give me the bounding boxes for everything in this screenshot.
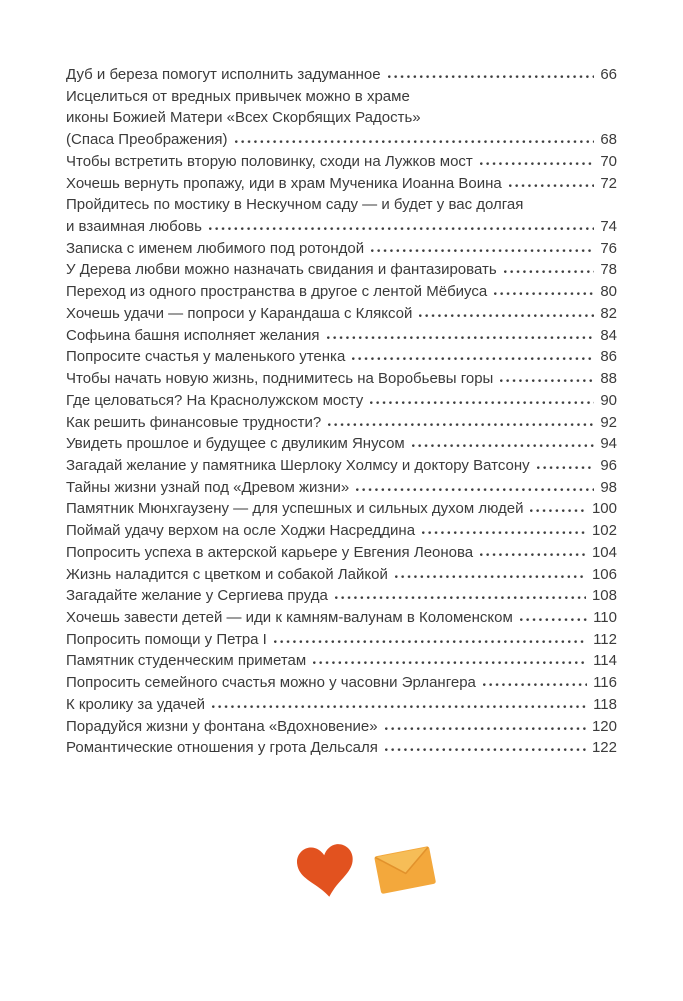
toc-entry-title: Чтобы встретить вторую половинку, сходи на Лужков мост <box>66 152 473 170</box>
toc-entry-line <box>66 390 617 412</box>
dot-leader <box>352 352 594 361</box>
toc-entry-title: (Спаса Преображения) <box>66 131 228 149</box>
toc-entry-title: Исцелиться от вредных привычек можно в храме <box>66 87 410 105</box>
dot-leader <box>385 743 586 752</box>
toc-entry-title: Хочешь удачи — попроси у Карандаша с Кляксой <box>66 304 413 322</box>
toc-entry-line <box>66 303 617 325</box>
toc-entry-title: Софьина башня исполняет желания <box>66 326 320 344</box>
toc-page-number: 114 <box>593 652 617 670</box>
envelope-icon <box>372 842 439 902</box>
toc-entry-title: и взаимная любовь <box>66 218 202 236</box>
toc-entry-line <box>66 585 617 607</box>
dot-leader <box>395 570 586 579</box>
toc-entry-line <box>66 412 617 434</box>
toc-entry-line <box>66 498 617 520</box>
toc-page-number: 66 <box>600 66 617 83</box>
toc-page-number: 78 <box>600 261 617 279</box>
toc-page-number: 104 <box>591 543 617 561</box>
toc-entry-title: Попросить помощи у Петра I <box>66 630 267 648</box>
dot-leader <box>328 418 594 427</box>
toc-list <box>66 64 617 759</box>
dot-leader <box>530 504 585 513</box>
toc-page-number: 120 <box>591 717 617 735</box>
dot-leader <box>335 591 586 600</box>
dot-leader <box>412 439 595 448</box>
toc-entry-line <box>66 455 617 477</box>
toc-page-number: 88 <box>600 370 617 388</box>
toc-page-number: 118 <box>593 695 617 713</box>
toc-entry-title: Попросить семейного счастья можно у часовни Эрлангера <box>66 674 476 692</box>
toc-entry-title: Дуб и береза помогут исполнить задуманное <box>66 66 381 83</box>
toc-entry-line <box>66 238 617 260</box>
toc-entry-title: Хочешь вернуть пропажу, иди в храм Мученика Иоанна Воина <box>66 174 502 192</box>
toc-page-number: 68 <box>600 131 617 149</box>
toc-entry-title: Попросить успеха в актерской карьере у Евгения Леонова <box>66 543 474 561</box>
toc-entry-line <box>66 216 617 238</box>
toc-page-number: 96 <box>600 456 617 474</box>
dot-leader <box>356 483 594 492</box>
toc-entry-title: Поймай удачу верхом на осле Ходжи Насреддина <box>66 522 416 540</box>
dot-leader <box>509 179 595 188</box>
toc-page-number: 80 <box>600 283 617 301</box>
toc-page-number: 94 <box>600 435 617 453</box>
toc-entry-line <box>66 346 617 368</box>
toc-entry-line <box>66 737 617 759</box>
toc-entry-title: Порадуйся жизни у фонтана «Вдохновение» <box>66 717 378 735</box>
toc-entry-title: Переход из одного пространства в другое с лентой Мёбиуса <box>66 283 488 301</box>
toc-entry-line <box>66 151 617 173</box>
dot-leader <box>370 396 594 405</box>
dot-leader <box>480 548 586 557</box>
toc-page-number: 110 <box>593 608 617 626</box>
toc-entry-line <box>66 129 617 151</box>
toc-entry-title: Пройдитесь по мостику в Нескучном саду — и будет у вас долгая <box>66 196 524 214</box>
toc-entry-line <box>66 542 617 564</box>
dot-leader <box>388 70 595 79</box>
dot-leader <box>327 331 595 340</box>
toc-entry-line <box>66 629 617 651</box>
toc-page-number: 72 <box>600 174 617 192</box>
toc-entry-title: Увидеть прошлое и будущее с двуликим Янусом <box>66 435 405 453</box>
toc-entry-line <box>66 64 617 86</box>
toc-page-number: 90 <box>600 391 617 409</box>
toc-entry-title: Памятник студенческим приметам <box>66 652 307 670</box>
toc-entry-title: Загадай желание у памятника Шерлоку Холмсу и доктору Ватсону <box>66 456 530 474</box>
toc-entry-line <box>66 694 617 716</box>
toc-page-number: 92 <box>600 413 617 431</box>
toc-page-number: 108 <box>591 587 617 605</box>
dot-leader <box>274 635 587 644</box>
toc-entry-line <box>66 281 617 303</box>
toc-entry-line <box>66 368 617 390</box>
dot-leader <box>313 656 587 665</box>
toc-page-number: 106 <box>591 565 617 583</box>
toc-page-number: 116 <box>593 674 617 692</box>
toc-entry-line <box>66 520 617 542</box>
dot-leader <box>504 265 595 274</box>
toc-entry-line <box>66 607 617 629</box>
toc-entry-title: К кролику за удачей <box>66 695 206 713</box>
dot-leader <box>422 526 586 535</box>
dot-leader <box>537 461 595 470</box>
toc-entry-line <box>66 259 617 281</box>
toc-entry-title: Романтические отношения у грота Дельсаля <box>66 739 378 757</box>
toc-page-number: 70 <box>600 152 617 170</box>
dot-leader <box>419 309 594 318</box>
toc-entry-title: Чтобы начать новую жизнь, поднимитесь на Воробьевы горы <box>66 370 494 388</box>
toc-entry-title: иконы Божией Матери «Всех Скорбящих Радость» <box>66 109 421 127</box>
toc-entry-title: Попросите счастья у маленького утенка <box>66 348 346 366</box>
dot-leader <box>212 700 587 709</box>
toc-entry-title: Хочешь завести детей — иди к камням-валунам в Коломенском <box>66 608 513 626</box>
toc-entry-title: Как решить финансовые трудности? <box>66 413 322 431</box>
toc-page-number: 86 <box>600 348 617 366</box>
dot-leader <box>235 135 595 144</box>
dot-leader <box>520 613 587 622</box>
toc-entry-title: Памятник Мюнхгаузену — для успешных и сильных духом людей <box>66 500 524 518</box>
toc-entry-line <box>66 325 617 347</box>
toc-entry-line <box>66 564 617 586</box>
toc-entry-title: Загадайте желание у Сергиева пруда <box>66 587 328 605</box>
heart-shape <box>295 843 357 901</box>
toc-entry-title: Жизнь наладится с цветком и собакой Лайкой <box>66 565 388 583</box>
dot-leader <box>480 157 595 166</box>
dot-leader <box>494 287 594 296</box>
toc-entry-title: Тайны жизни узнай под «Древом жизни» <box>66 478 350 496</box>
dot-leader <box>500 374 594 383</box>
dot-leader <box>385 722 586 731</box>
toc-entry-line <box>66 433 617 455</box>
toc-entry-title: Где целоваться? На Краснолужском мосту <box>66 391 364 409</box>
dot-leader <box>371 244 594 253</box>
dot-leader <box>209 222 594 231</box>
toc-page-number: 112 <box>593 630 617 648</box>
heart-icon <box>295 842 359 907</box>
toc-page-number: 76 <box>600 239 617 257</box>
toc-page-number: 84 <box>600 326 617 344</box>
toc-entry-line <box>66 194 617 216</box>
toc-entry-line <box>66 716 617 738</box>
toc-page-number: 74 <box>600 218 617 236</box>
toc-entry-title: У Дерева любви можно назначать свидания и фантазировать <box>66 261 497 279</box>
toc-entry-line <box>66 650 617 672</box>
toc-page-number: 122 <box>591 739 617 757</box>
toc-page-number: 98 <box>600 478 617 496</box>
toc-entry-line <box>66 672 617 694</box>
toc-entry-line <box>66 86 617 108</box>
toc-page-number: 100 <box>591 500 617 518</box>
toc-entry-title: Записка с именем любимого под ротондой <box>66 239 365 257</box>
toc-entry-line <box>66 107 617 129</box>
toc-entry-line <box>66 173 617 195</box>
toc-entry-line <box>66 477 617 499</box>
toc-page-number: 82 <box>600 304 617 322</box>
toc-page-number: 102 <box>591 522 617 540</box>
footer-icons <box>25 841 683 903</box>
dot-leader <box>483 678 587 687</box>
